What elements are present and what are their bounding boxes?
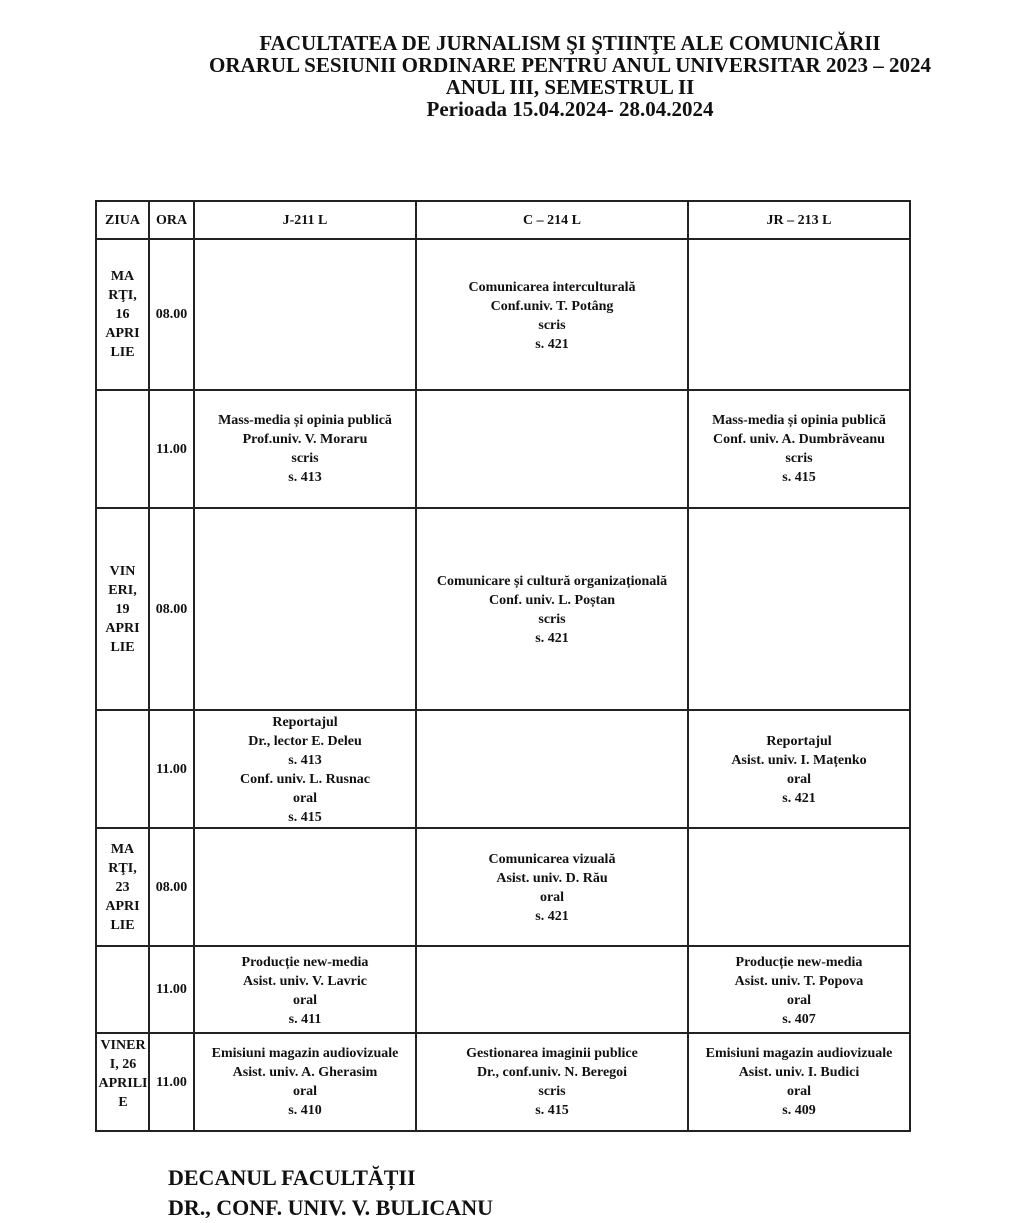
exam-cell: Comunicarea vizuală Asist. univ. D. Rău oral s. 421 bbox=[416, 828, 688, 946]
year-semester: ANUL III, SEMESTRUL II bbox=[445, 75, 695, 99]
exam-cell: Comunicarea interculturală Conf.univ. T. Potâng scris s. 421 bbox=[416, 239, 688, 390]
time-cell: 11.00 bbox=[149, 946, 194, 1033]
exam-cell: Mass-media și opinia publică Prof.univ. V. Moraru scris s. 413 bbox=[194, 390, 416, 508]
period: Perioada 15.04.2024- 28.04.2024 bbox=[426, 97, 714, 121]
day-cell: MA RŢI, 23 APRI LIE bbox=[96, 828, 149, 946]
exam-cell: Mass-media și opinia publică Conf. univ. A. Dumbrăveanu scris s. 415 bbox=[688, 390, 910, 508]
table-row bbox=[96, 828, 910, 946]
day-cell-empty bbox=[96, 390, 149, 508]
dean-name: DR., CONF. UNIV. V. BULICANU bbox=[168, 1195, 493, 1220]
faculty-title: FACULTATEA DE JURNALISM ŞI ŞTIINŢE ALE COMUNICĂRII bbox=[259, 31, 881, 55]
col-header-ora: ORA bbox=[149, 201, 194, 239]
time-cell: 08.00 bbox=[149, 828, 194, 946]
table-row bbox=[96, 710, 910, 828]
col-header-jr213: JR – 213 L bbox=[688, 201, 910, 239]
table-header-row bbox=[96, 201, 910, 239]
exam-cell-empty bbox=[194, 828, 416, 946]
time-cell: 08.00 bbox=[149, 508, 194, 710]
exam-cell-empty bbox=[688, 828, 910, 946]
day-cell: VINER I, 26 APRILI E bbox=[96, 1033, 149, 1131]
col-header-ziua: ZIUA bbox=[96, 201, 149, 239]
table-row bbox=[96, 390, 910, 508]
signature-block bbox=[168, 1163, 493, 1223]
day-cell: VIN ERI, 19 APRI LIE bbox=[96, 508, 149, 710]
dean-title: DECANUL FACULTĂȚII bbox=[168, 1165, 416, 1190]
table-row bbox=[96, 239, 910, 390]
day-cell-empty bbox=[96, 946, 149, 1033]
exam-cell-empty bbox=[194, 508, 416, 710]
day-cell-empty bbox=[96, 710, 149, 828]
day-cell: MA RŢI, 16 APRI LIE bbox=[96, 239, 149, 390]
time-cell: 08.00 bbox=[149, 239, 194, 390]
col-header-c214: C – 214 L bbox=[416, 201, 688, 239]
exam-cell-empty bbox=[416, 946, 688, 1033]
exam-cell: Comunicare și cultură organizațională Conf. univ. L. Poștan scris s. 421 bbox=[416, 508, 688, 710]
time-cell: 11.00 bbox=[149, 710, 194, 828]
exam-cell: Reportajul Asist. univ. I. Mațenko oral s. 421 bbox=[688, 710, 910, 828]
table-row bbox=[96, 508, 910, 710]
table-row bbox=[96, 946, 910, 1033]
exam-cell-empty bbox=[194, 239, 416, 390]
document-header bbox=[120, 32, 1020, 120]
exam-cell: Gestionarea imaginii publice Dr., conf.univ. N. Beregoi scris s. 415 bbox=[416, 1033, 688, 1131]
col-header-j211: J-211 L bbox=[194, 201, 416, 239]
exam-cell-empty bbox=[416, 710, 688, 828]
exam-cell-empty bbox=[688, 508, 910, 710]
exam-cell: Emisiuni magazin audiovizuale Asist. univ. A. Gherasim oral s. 410 bbox=[194, 1033, 416, 1131]
schedule-title: ORARUL SESIUNII ORDINARE PENTRU ANUL UNIVERSITAR 2023 – 2024 bbox=[209, 53, 931, 77]
exam-cell: Producție new-media Asist. univ. V. Lavric oral s. 411 bbox=[194, 946, 416, 1033]
time-cell: 11.00 bbox=[149, 390, 194, 508]
exam-cell: Producție new-media Asist. univ. T. Popova oral s. 407 bbox=[688, 946, 910, 1033]
exam-cell: Emisiuni magazin audiovizuale Asist. univ. I. Budici oral s. 409 bbox=[688, 1033, 910, 1131]
exam-cell-empty bbox=[416, 390, 688, 508]
exam-schedule-table bbox=[95, 200, 911, 1132]
table-row bbox=[96, 1033, 910, 1131]
exam-cell-empty bbox=[688, 239, 910, 390]
exam-cell: Reportajul Dr., lector E. Deleu s. 413 Conf. univ. L. Rusnac oral s. 415 bbox=[194, 710, 416, 828]
time-cell: 11.00 bbox=[149, 1033, 194, 1131]
